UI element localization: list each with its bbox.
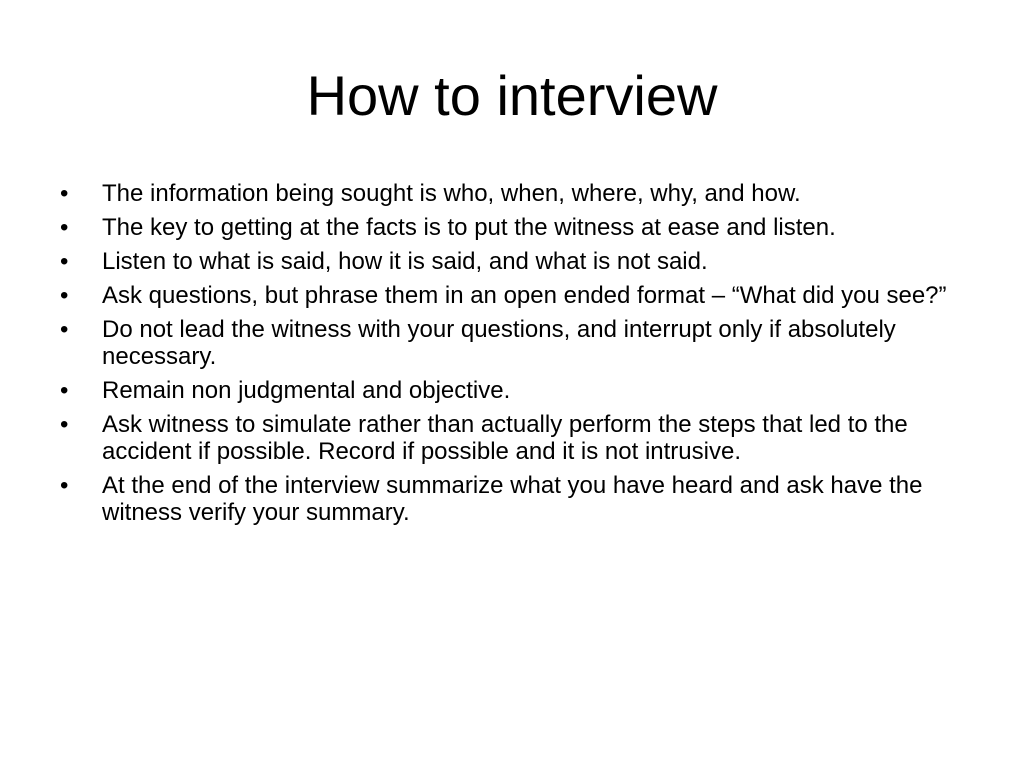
bullet-list	[58, 180, 968, 533]
bullet-text: The key to getting at the facts is to put the witness at ease and listen.	[102, 214, 836, 241]
bullet-text: At the end of the interview summarize what you have heard and ask have the witness verify your summary.	[102, 472, 923, 526]
bullet-item	[58, 248, 968, 275]
bullet-dot-icon: •	[60, 316, 69, 343]
bullet-item	[58, 282, 968, 309]
bullet-item	[58, 377, 968, 404]
bullet-item	[58, 180, 968, 207]
bullet-dot-icon: •	[60, 377, 69, 404]
slide-title: How to interview	[306, 64, 718, 127]
bullet-item	[58, 316, 968, 370]
bullet-dot-icon: •	[60, 180, 69, 207]
bullet-text: The information being sought is who, when, where, why, and how.	[102, 180, 801, 207]
bullet-item	[58, 411, 968, 465]
bullet-text: Listen to what is said, how it is said, and what is not said.	[102, 248, 708, 275]
bullet-text: Remain non judgmental and objective.	[102, 377, 511, 404]
bullet-dot-icon: •	[60, 472, 69, 499]
bullet-dot-icon: •	[60, 282, 69, 309]
bullet-dot-icon: •	[60, 411, 69, 438]
bullet-item	[58, 214, 968, 241]
bullet-dot-icon: •	[60, 214, 69, 241]
bullet-text: Ask witness to simulate rather than actually perform the steps that led to the accident if possible. Record if possible and it is not intrusive.	[102, 411, 908, 465]
bullet-item	[58, 472, 968, 526]
bullet-text: Ask questions, but phrase them in an open ended format – “What did you see?”	[102, 282, 947, 309]
bullet-dot-icon: •	[60, 248, 69, 275]
bullet-text: Do not lead the witness with your questions, and interrupt only if absolutely necessary.	[102, 316, 896, 370]
